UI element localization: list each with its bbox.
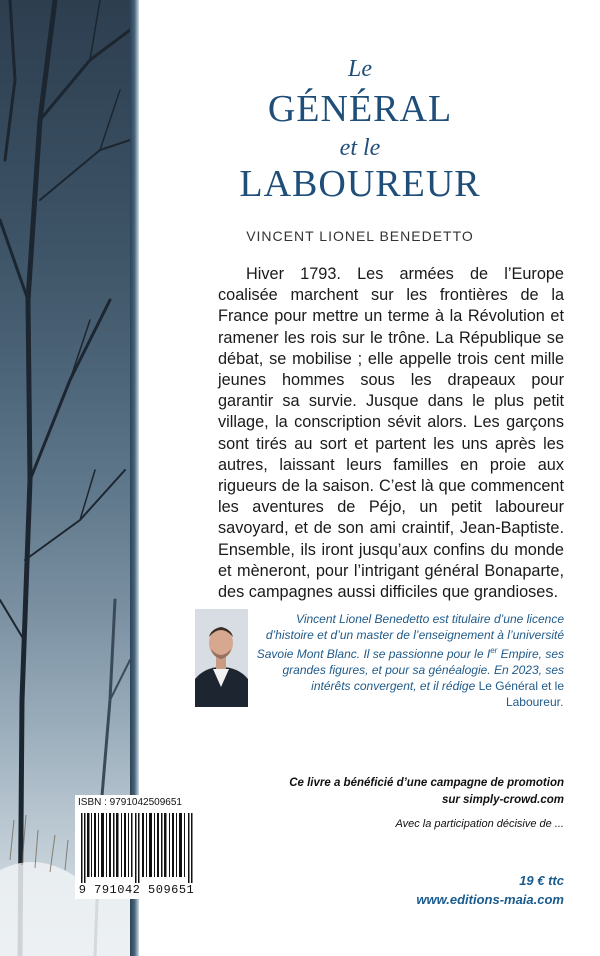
barcode-icon — [81, 813, 193, 883]
promo-line-1: Ce livre a bénéficié d’une campagne de promotion — [289, 777, 564, 789]
price: 19 € ttc — [519, 873, 564, 888]
title-line-general: GÉNÉRAL — [267, 88, 453, 130]
participation-note: Avec la participation décisive de ... — [395, 818, 564, 830]
author-bio — [252, 611, 564, 710]
title-line-laboureur: LABOUREUR — [239, 163, 481, 205]
back-cover-blurb — [218, 264, 564, 603]
isbn-label: ISBN : 9791042509651 — [78, 797, 182, 808]
bio-text-part2: Empire, ses grandes figures, et pour sa généalogie. En 2023, ses intérêts convergent, et il rédige — [282, 647, 564, 693]
author-portrait-illustration — [195, 609, 248, 707]
author-name: VINCENT LIONEL BENEDETTO — [246, 228, 474, 244]
title-line-et-le: et le — [339, 135, 381, 161]
publisher-website: www.editions-maia.com — [416, 892, 564, 907]
blurb-paragraph: Hiver 1793. Les armées de l’Europe coalisée marchent sur les frontières de la France pour mettre un terme à la Révolution et ramener les rois sur le trône. La République se débat, se mobilise ; elle appelle trois cent mille jeunes hommes sous les drapeaux pour garantir sa survie. Jusque dans le plus petit village, la conscription sévit alors. Les garçons sont tirés au sort et partent les uns après les autres, laissant leurs familles en proie aux rigueurs de la saison. C’est là que commencent les aventures de Péjo, un petit laboureur savoyard, et de son ami craintif, Jean-Baptiste. Ensemble, ils iront jusqu’aux confins du monde et mèneront, pour l’intrigant général Bonaparte, des campagnes aussi difficiles que grandioses. — [218, 265, 564, 602]
bio-book-title: Le Général et le Laboureur — [478, 679, 564, 709]
author-photo — [195, 609, 248, 707]
bio-text-part1: Vincent Lionel Benedetto est titulaire d’une licence d’histoire et d’un master de l’enseignement à l’université Savoie Mont Blanc. Il se passionne pour le I — [256, 612, 564, 661]
promotion-notice — [270, 775, 564, 809]
bio-superscript: er — [490, 646, 498, 655]
bio-end: . — [560, 695, 564, 709]
isbn-digits: 9 791042 509651 — [78, 883, 195, 897]
promo-line-2: sur simply-crowd.com — [441, 794, 564, 806]
title-line-le: Le — [348, 56, 372, 82]
isbn-barcode-block — [75, 795, 198, 899]
